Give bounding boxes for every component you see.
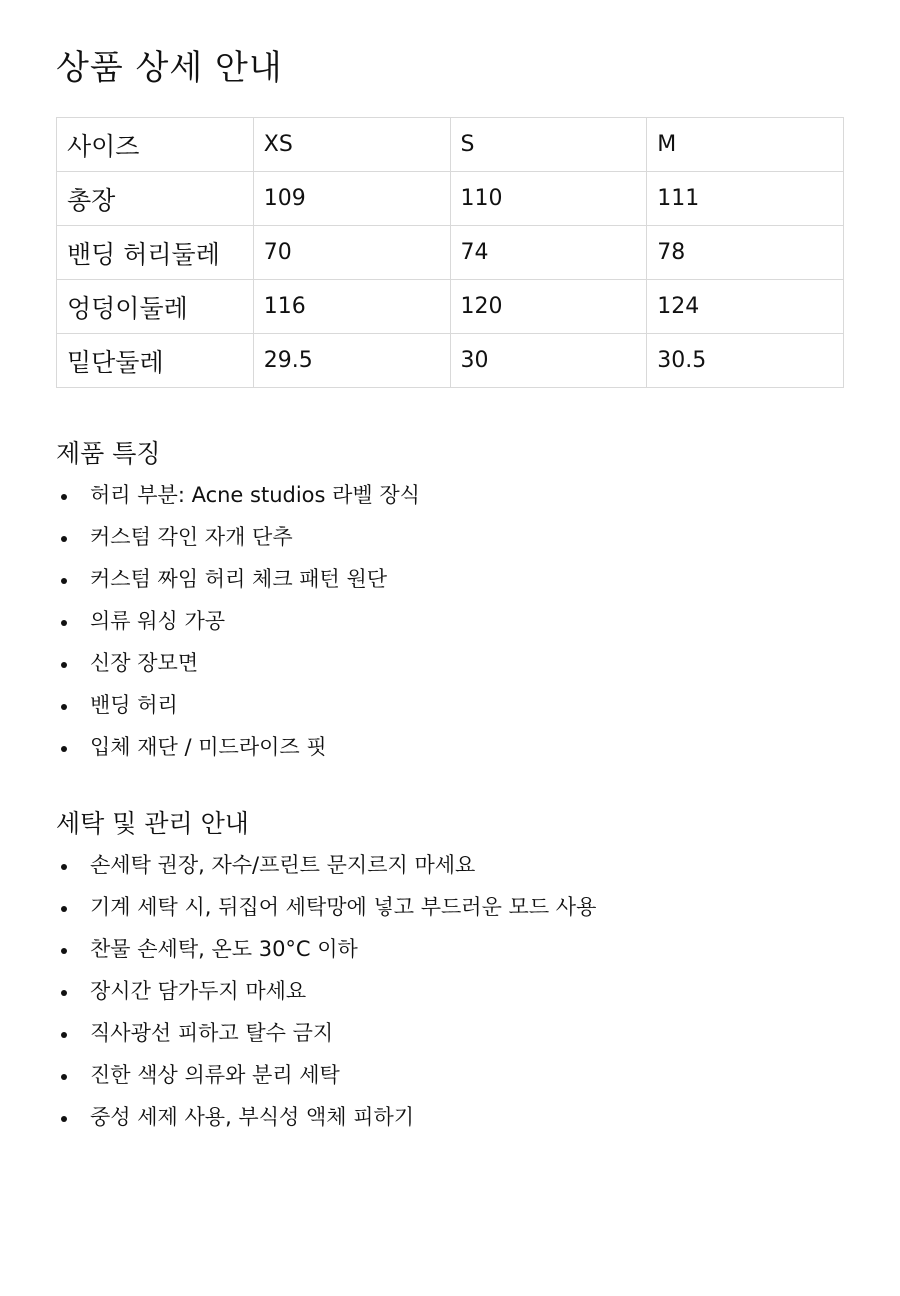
list-item-text: 의류 워싱 가공 (90, 609, 226, 633)
page-title: 상품 상세 안내 (56, 48, 283, 88)
list-item-text: 손세탁 권장, 자수/프린트 문지르지 마세요 (90, 853, 476, 877)
list-item-text: 신장 장모면 (90, 651, 199, 675)
list-item-text: 입체 재단 / 미드라이즈 핏 (90, 735, 327, 759)
list-item (56, 602, 420, 644)
list-item (56, 476, 420, 518)
table-row (57, 280, 844, 334)
size-table (56, 117, 844, 388)
list-item (56, 686, 420, 728)
table-row (57, 226, 844, 280)
table-cell: 110 (450, 172, 647, 226)
bullet-icon (61, 948, 67, 954)
bullet-icon (61, 536, 67, 542)
table-cell: 109 (253, 172, 450, 226)
list-item (56, 1098, 596, 1140)
list-item (56, 644, 420, 686)
list-item-text: 진한 색상 의류와 분리 세탁 (90, 1063, 340, 1087)
table-row (57, 334, 844, 388)
list-item-text: 직사광선 피하고 탈수 금지 (90, 1021, 334, 1045)
bullet-icon (61, 990, 67, 996)
bullet-icon (61, 704, 67, 710)
row-label-total-length: 총장 (57, 172, 254, 226)
table-cell: 116 (253, 280, 450, 334)
table-cell: 30 (450, 334, 647, 388)
list-item-text: 중성 세제 사용, 부식성 액체 피하기 (90, 1105, 415, 1129)
bullet-icon (61, 1116, 67, 1122)
table-cell: 29.5 (253, 334, 450, 388)
list-item (56, 560, 420, 602)
bullet-icon (61, 578, 67, 584)
table-cell: 70 (253, 226, 450, 280)
row-label-hip: 엉덩이둘레 (57, 280, 254, 334)
table-cell: 74 (450, 226, 647, 280)
care-list (56, 846, 596, 1140)
size-header-m: M (647, 118, 844, 172)
list-item-text: 허리 부분: Acne studios 라벨 장식 (90, 483, 420, 507)
bullet-icon (61, 906, 67, 912)
table-cell: 120 (450, 280, 647, 334)
size-table-header-row (57, 118, 844, 172)
row-label-waist: 밴딩 허리둘레 (57, 226, 254, 280)
features-title: 제품 특징 (56, 439, 161, 468)
list-item-text: 기계 세탁 시, 뒤집어 세탁망에 넣고 부드러운 모드 사용 (90, 895, 597, 919)
row-label-hem: 밑단둘레 (57, 334, 254, 388)
list-item (56, 846, 596, 888)
list-item-text: 장시간 담가두지 마세요 (90, 979, 307, 1003)
list-item-text: 커스텀 각인 자개 단추 (90, 525, 293, 549)
bullet-icon (61, 746, 67, 752)
care-title: 세탁 및 관리 안내 (56, 809, 249, 838)
table-row (57, 172, 844, 226)
table-cell: 111 (647, 172, 844, 226)
features-list (56, 476, 420, 770)
list-item-text: 밴딩 허리 (90, 693, 178, 717)
bullet-icon (61, 662, 67, 668)
list-item (56, 972, 596, 1014)
bullet-icon (61, 1032, 67, 1038)
bullet-icon (61, 494, 67, 500)
list-item (56, 1014, 596, 1056)
bullet-icon (61, 864, 67, 870)
table-cell: 30.5 (647, 334, 844, 388)
table-cell: 78 (647, 226, 844, 280)
size-header-s: S (450, 118, 647, 172)
list-item-text: 커스텀 짜임 허리 체크 패턴 원단 (90, 567, 388, 591)
list-item (56, 888, 596, 930)
bullet-icon (61, 1074, 67, 1080)
size-header-xs: XS (253, 118, 450, 172)
bullet-icon (61, 620, 67, 626)
list-item-text: 찬물 손세탁, 온도 30°C 이하 (90, 937, 358, 961)
list-item (56, 930, 596, 972)
size-header-label: 사이즈 (57, 118, 254, 172)
list-item (56, 518, 420, 560)
list-item (56, 728, 420, 770)
table-cell: 124 (647, 280, 844, 334)
list-item (56, 1056, 596, 1098)
